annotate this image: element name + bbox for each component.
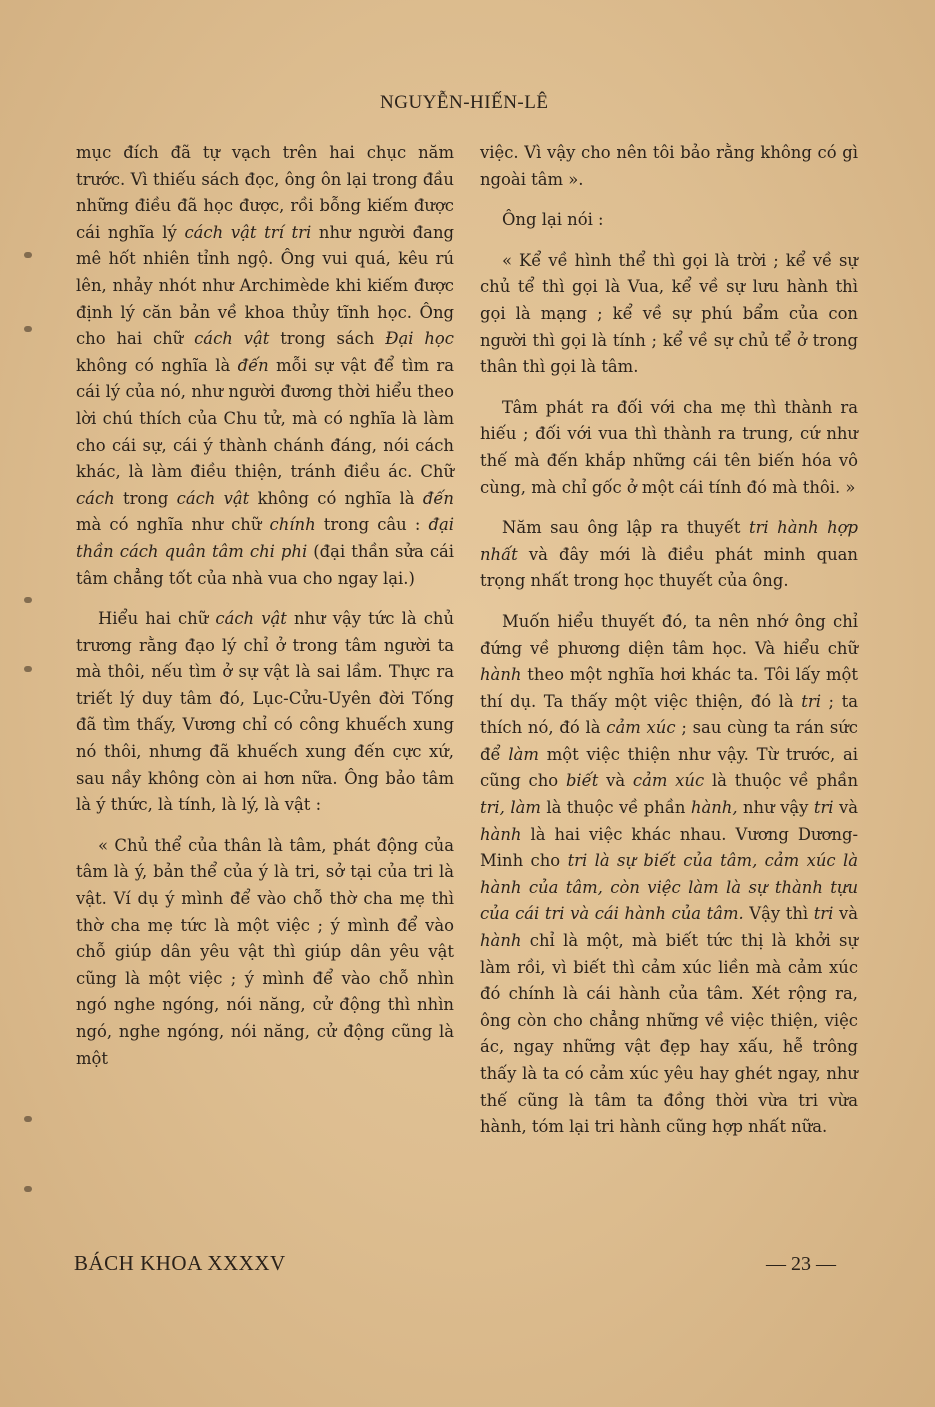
right-column — [480, 140, 858, 1155]
paragraph: mục đích đã tự vạch trên hai chục năm trước. Vì thiếu sách đọc, ông ôn lại trong đầu những điều đã học được, rồi bỗng kiếm được cái nghĩa lý cách vật trí tri như người đang mê hốt nhiên tỉnh ngộ. Ông vui quá, kêu rú lên, nhảy nhót như Archimède khi kiếm được định lý căn bản về khoa thủy tĩnh học. Ông cho hai chữ cách vật trong sách Đại học không có nghĩa là đến mỗi sự vật để tìm ra cái lý của nó, như người đương thời hiểu theo lời chú thích của Chu tử, mà có nghĩa là làm cho cái sự, cái ý thành chánh đáng, nói cách khác, là làm điều thiện, tránh điều ác. Chữ cách trong cách vật không có nghĩa là đến mà có nghĩa như chữ chính trong câu : đại thần cách quân tâm chi phi (đại thần sửa cái tâm chẳng tốt của nhà vua cho ngay lại.) — [76, 143, 455, 588]
magazine-title: BÁCH KHOA XXXXV — [74, 1251, 286, 1275]
edge-mark — [24, 1116, 32, 1122]
quote-paragraph: « Kể về hình thể thì gọi là trời ; kể về sự chủ tể thì gọi là Vua, kể về sự lưu hành thì gọi là mạng ; kể về sự phú bẩm của con người thì gọi là tính ; kể về sự chủ tể ở trong thân thì gọi là tâm. — [480, 250, 858, 377]
left-column — [76, 140, 454, 1086]
edge-mark — [24, 597, 32, 603]
paragraph: Tâm phát ra đối với cha mẹ thì thành ra hiếu ; đối với vua thì thành ra trung, cứ như thế mà đến khắp những cái tên biến hóa vô cùng, mà chỉ gốc ở một cái tính đó mà thôi. » — [480, 397, 858, 497]
paragraph: Năm sau ông lập ra thuyết tri hành hợp nhất và đây mới là điều phát minh quan trọng nhất trong học thuyết của ông. — [480, 518, 858, 591]
edge-mark — [24, 666, 32, 672]
edge-mark — [24, 252, 32, 258]
running-header: NGUYỄN-HIẾN-LÊ — [380, 92, 549, 113]
paragraph: Ông lại nói : — [502, 210, 604, 230]
paragraph: việc. Vì vậy cho nên tôi bảo rằng không có gì ngoài tâm ». — [480, 143, 858, 189]
edge-mark — [24, 326, 32, 332]
paragraph: Muốn hiểu thuyết đó, ta nên nhớ ông chỉ đứng về phương diện tâm học. Và hiểu chữ hành theo một nghĩa hơi khác ta. Tôi lấy một thí dụ. Ta thấy một việc thiện, đó là tri ; ta thích nó, đó là cảm xúc ; sau cùng ta rán sức để làm một việc thiện như vậy. Từ trước, ai cũng cho biết và cảm xúc là thuộc về phần tri, làm là thuộc về phần hành, như vậy tri và hành là hai việc khác nhau. Vương Dương-Minh cho tri là sự biết của tâm, cảm xúc là hành của tâm, còn việc làm là sự thành tựu của cái tri và cái hành của tâm. Vậy thì tri và hành chỉ là một, mà biết tức thị là khởi sự làm rồi, vì biết thì cảm xúc liền mà cảm xúc đó chính là cái hành của tâm. Xét rộng ra, ông còn cho chẳng những về việc thiện, việc ác, ngay những vật đẹp hay xấu, hễ trông thấy là ta có cảm xúc yêu hay ghét ngay, như thế cũng là tâm ta đồng thời vừa tri vừa hành, tóm lại tri hành cũng hợp nhất nữa. — [480, 611, 859, 1137]
paragraph: Hiểu hai chữ cách vật như vậy tức là chủ trương rằng đạo lý chỉ ở trong tâm người ta mà thôi, nếu tìm ở sự vật là sai lầm. Thực ra triết lý duy tâm đó, Lục-Cửu-Uyên đời Tống đã tìm thấy, Vương chỉ có công khuếch xung nó thôi, nhưng đã khuếch xung đến cực xứ, sau nầy không còn ai hơn nữa. Ông bảo tâm là ý thức, là tính, là lý, là vật : — [76, 609, 454, 815]
edge-mark — [24, 1186, 32, 1192]
quote-paragraph: « Chủ thể của thân là tâm, phát động của tâm là ý, bản thể của ý là tri, sở tại của tri là vật. Ví dụ ý mình để vào chỗ thờ cha mẹ thì thờ cha mẹ tức là một việc ; ý mình để vào chỗ giúp dân yêu vật thì giúp dân yêu vật cũng là một việc ; ý mình để vào chỗ nhìn ngó nghe ngóng, nói năng, cử động thì nhìn ngó, nghe ngóng, nói năng, cử động cũng là một — [76, 835, 454, 1068]
page-number: — 23 — — [766, 1253, 836, 1275]
